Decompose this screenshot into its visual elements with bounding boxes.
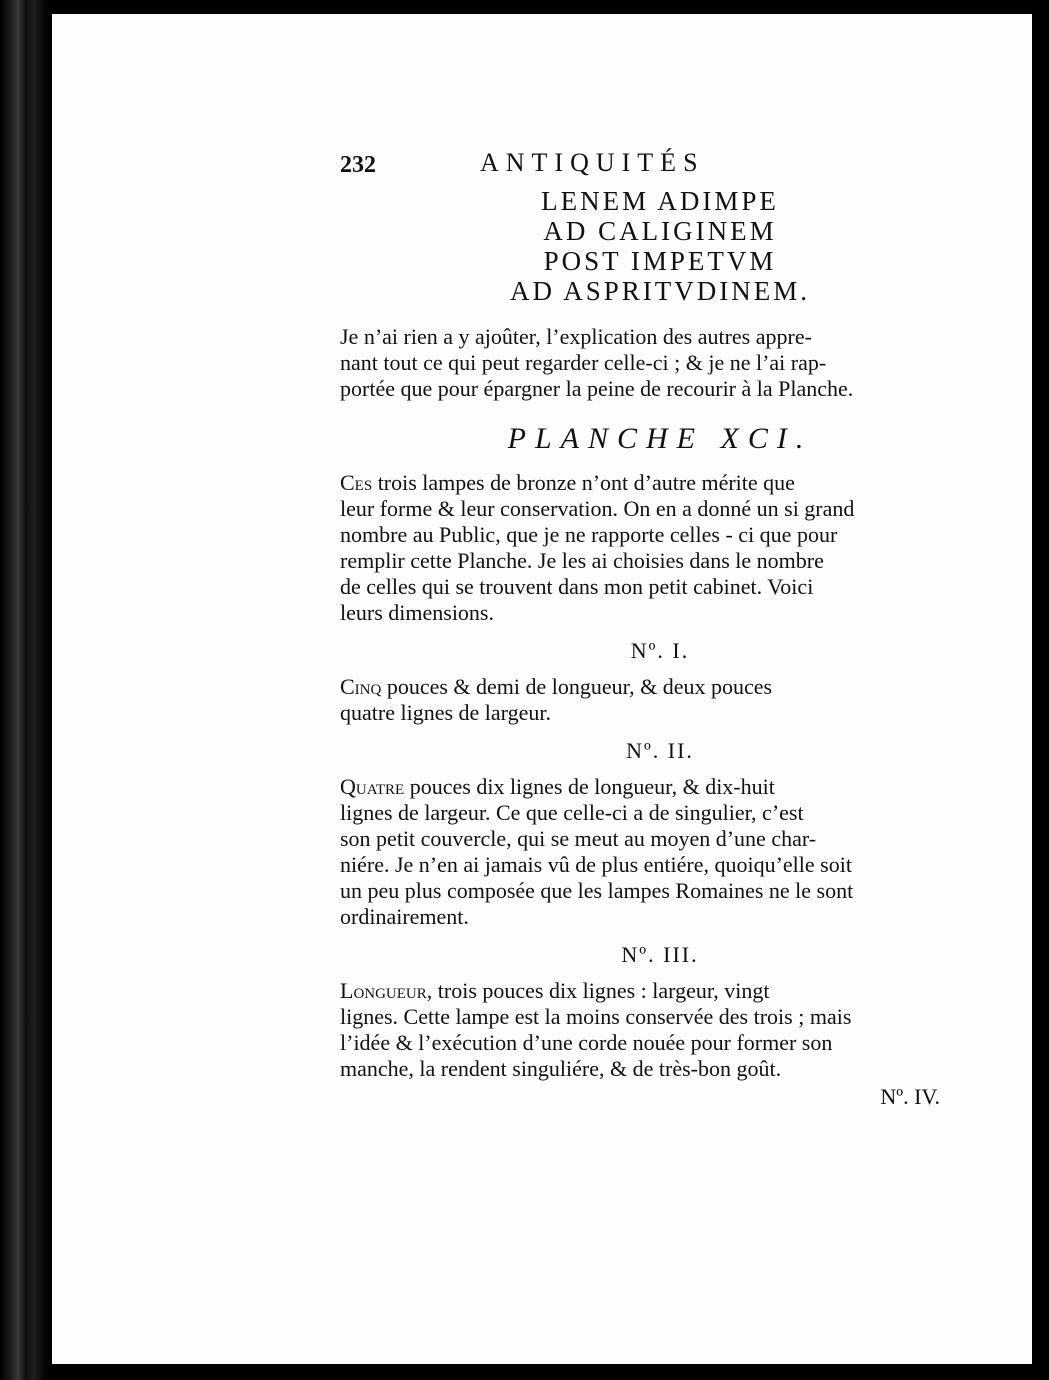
text-line-rest: pouces dix lignes de longueur, & dix-huit [404, 774, 775, 799]
text-line: lignes. Cette lampe est la moins conservée des trois ; mais [340, 1004, 852, 1029]
text-line [340, 774, 940, 800]
text-line: son petit couvercle, qui se meut au moyen d’une char- [340, 826, 817, 851]
inscription-line: AD CALIGINEM [543, 216, 777, 246]
text-line [340, 978, 940, 1004]
catchword: Nº. IV. [880, 1084, 940, 1109]
text-line: manche, la rendent singuliére, & de très-bon goût. [340, 1056, 782, 1081]
inscription [380, 186, 940, 306]
text-line: quatre lignes de largeur. [340, 700, 551, 725]
text-line: leurs dimensions. [340, 600, 494, 625]
paragraph-item-2 [340, 774, 940, 930]
inscription-line: AD ASPRITVDINEM. [509, 276, 811, 306]
running-head [340, 144, 940, 184]
lead-word: Ces [340, 470, 373, 495]
inscription-line: LENEM ADIMPE [541, 186, 779, 216]
text-line: remplir cette Planche. Je les ai choisies dans le nombre [340, 548, 824, 573]
paragraph-plate-description [340, 470, 940, 626]
text-line: ordinairement. [340, 904, 469, 929]
text-line: lignes de largeur. Ce que celle-ci a de singulier, c’est [340, 800, 804, 825]
item-heading-1: Nº. I. [630, 638, 690, 663]
text-line [340, 674, 940, 700]
book-page [52, 14, 1032, 1364]
text-line-rest: , trois pouces dix lignes : largeur, vingt [426, 978, 770, 1003]
paragraph-intro [340, 324, 940, 402]
running-title: ANTIQUITÉS [480, 148, 705, 177]
text-line-rest: trois lampes de bronze n’ont d’autre mérite que [372, 470, 795, 495]
text-line: leur forme & leur conservation. On en a donné un si grand [340, 496, 855, 521]
text-line: de celles qui se trouvent dans mon petit cabinet. Voici [340, 574, 814, 599]
text-line: l’idée & l’exécution d’une corde nouée pour former son [340, 1030, 833, 1055]
text-line-rest: pouces & demi de longueur, & deux pouces [381, 674, 773, 699]
text-line [340, 470, 940, 496]
text-line: nombre au Public, que je ne rapporte celles - ci que pour [340, 522, 838, 547]
text-line: niére. Je n’en ai jamais vû de plus entiére, quoiqu’elle soit [340, 852, 852, 877]
book-binding-edge [0, 0, 52, 1380]
paragraph-item-3 [340, 978, 940, 1082]
text-line: nant tout ce qui peut regarder celle-ci ; & je ne l’ai rap- [340, 350, 827, 375]
text-line: un peu plus composée que les lampes Romaines ne le sont [340, 878, 854, 903]
lead-word: Quatre [340, 774, 405, 799]
lead-word: Longueur [340, 978, 427, 1003]
text-block [340, 144, 940, 1110]
text-line: Je n’ai rien a y ajoûter, l’explication des autres appre- [340, 324, 812, 349]
paragraph-item-1 [340, 674, 940, 726]
item-heading-3: Nº. III. [621, 942, 699, 967]
plate-heading: PLANCHE XCI. [507, 422, 813, 455]
lead-word: Cinq [340, 674, 382, 699]
inscription-line: POST IMPETVM [543, 246, 777, 276]
item-heading-2: Nº. II. [626, 738, 694, 763]
text-line: portée que pour épargner la peine de recourir à la Planche. [340, 376, 854, 401]
page-number: 232 [340, 152, 376, 178]
